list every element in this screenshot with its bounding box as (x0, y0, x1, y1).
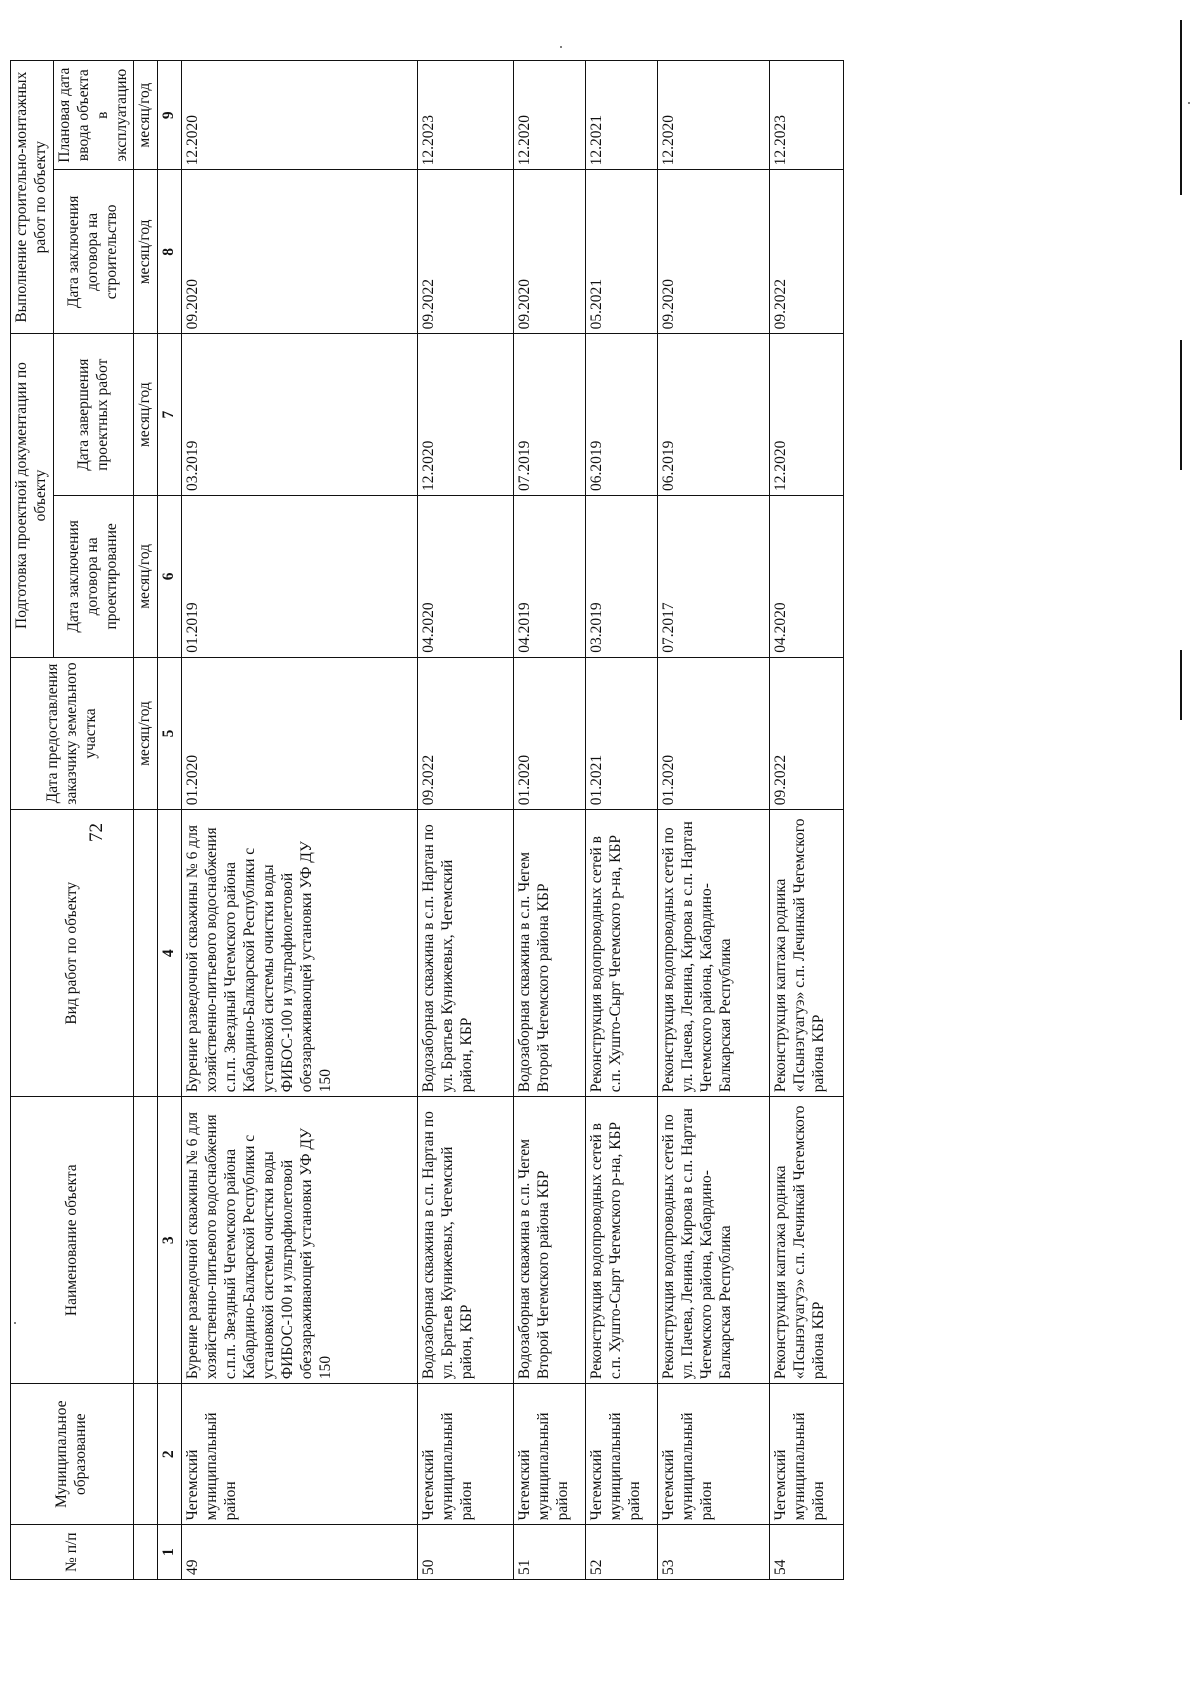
unit-cell: месяц/год (134, 334, 158, 496)
header-design-contract: Дата заключения договора на проектирование (53, 496, 134, 658)
object-name-cell: Реконструкция водопроводных сетей в с.п. Хушто-Сырт Чегемского р-на, КБР (586, 1097, 658, 1384)
scan-dot (560, 46, 562, 48)
build-contract-cell: 09.2020 (658, 170, 770, 334)
land-date-cell: 01.2021 (586, 657, 658, 810)
column-number: 9 (158, 61, 182, 170)
column-number: 8 (158, 170, 182, 334)
row-number: 50 (418, 1525, 514, 1580)
design-finish-cell: 06.2019 (658, 334, 770, 496)
schedule-table (10, 60, 844, 1580)
page-number: 72 (86, 823, 107, 842)
build-contract-cell: 09.2020 (182, 170, 418, 334)
build-contract-cell: 09.2022 (770, 170, 844, 334)
header-build-group: Выполнение строительно-монтажных работ по объекту (11, 61, 54, 334)
table-row (658, 61, 770, 1580)
work-type-cell: Реконструкция каптажа родника «Псынэгуагуэ» с.п. Лечинкай Чегемского района КБР (770, 810, 844, 1097)
build-contract-cell: 09.2020 (514, 170, 586, 334)
design-contract-cell: 01.2019 (182, 496, 418, 658)
municipality-cell: Чегемский муниципальный район (418, 1384, 514, 1525)
work-type-cell: Реконструкция водопроводных сетей в с.п. Хушто-Сырт Чегемского р-на, КБР (586, 810, 658, 1097)
row-number: 51 (514, 1525, 586, 1580)
land-date-cell: 01.2020 (658, 657, 770, 810)
header-municipality: Муниципальное образование (11, 1384, 134, 1525)
unit-cell: месяц/год (134, 61, 158, 170)
build-contract-cell: 05.2021 (586, 170, 658, 334)
scan-mark (1180, 650, 1182, 720)
header-build-contract: Дата заключения договора на строительство (53, 170, 134, 334)
header-num: № п/п (11, 1525, 134, 1580)
municipality-cell: Чегемский муниципальный район (182, 1384, 418, 1525)
work-type-cell: Реконструкция водопроводных сетей по ул. Пачева, Ленина, Кирова в с.п. Нартан Чегемского района, Кабардино-Балкарская Республика (658, 810, 770, 1097)
design-contract-cell: 04.2020 (418, 496, 514, 658)
municipality-cell: Чегемский муниципальный район (586, 1384, 658, 1525)
design-finish-cell: 12.2020 (418, 334, 514, 496)
column-number: 1 (158, 1525, 182, 1580)
header-work-type: Вид работ по объекту (11, 810, 134, 1097)
design-contract-cell: 04.2020 (770, 496, 844, 658)
work-type-cell: Водозаборная скважина в с.п. Чегем Второй Чегемского района КБР (514, 810, 586, 1097)
scan-mark (1180, 340, 1182, 470)
work-type-cell: Водозаборная скважина в с.п. Нартан по ул. Братьев Кунижевых, Чегемский район, КБР (418, 810, 514, 1097)
design-finish-cell: 03.2019 (182, 334, 418, 496)
column-numbers-row (158, 61, 182, 1580)
units-empty (134, 810, 158, 1097)
commission-date-cell: 12.2020 (658, 61, 770, 170)
object-name-cell: Водозаборная скважина в с.п. Чегем Второй Чегемского района КБР (514, 1097, 586, 1384)
table-container (10, 60, 844, 1580)
units-empty (134, 1097, 158, 1384)
scan-dot (14, 1322, 16, 1324)
land-date-cell: 01.2020 (514, 657, 586, 810)
table-row (182, 61, 418, 1580)
object-name-cell: Бурение разведочной скважины № 6 для хозяйственно-питьевого водоснабжения с.п.п. Звездный Чегемского района Кабардино-Балкарской Республики с установкой системы очистки воды ФИБОС-100 и ультрафиолетовой обеззараживающей установки УФ ДУ 150 (182, 1097, 418, 1384)
design-finish-cell: 12.2020 (770, 334, 844, 496)
object-name-cell: Водозаборная скважина в с.п. Нартан по ул. Братьев Кунижевых, Чегемский район, КБР (418, 1097, 514, 1384)
unit-cell: месяц/год (134, 170, 158, 334)
commission-date-cell: 12.2021 (586, 61, 658, 170)
column-number: 4 (158, 810, 182, 1097)
unit-cell: месяц/год (134, 657, 158, 810)
units-empty (134, 1384, 158, 1525)
commission-date-cell: 12.2023 (770, 61, 844, 170)
unit-cell: месяц/год (134, 496, 158, 658)
object-name-cell: Реконструкция каптажа родника «Псынэгуагуэ» с.п. Лечинкай Чегемского района КБР (770, 1097, 844, 1384)
design-finish-cell: 06.2019 (586, 334, 658, 496)
units-row (134, 61, 158, 1580)
build-contract-cell: 09.2022 (418, 170, 514, 334)
work-type-cell: Бурение разведочной скважины № 6 для хозяйственно-питьевого водоснабжения с.п.п. Звездный Чегемского района Кабардино-Балкарской Республики с установкой системы очистки воды ФИБОС-100 и ультрафиолетовой обеззараживающей установки УФ ДУ 150 (182, 810, 418, 1097)
header-commission-date: Плановая дата ввода объекта в эксплуатацию (53, 61, 134, 170)
header-design-finish: Дата завершения проектных работ (53, 334, 134, 496)
scan-dot (1188, 102, 1190, 104)
column-number: 6 (158, 496, 182, 658)
object-name-cell: Реконструкция водопроводных сетей по ул. Пачева, Ленина, Кирова в с.п. Нартан Чегемского района, Кабардино-Балкарская Республика (658, 1097, 770, 1384)
design-contract-cell: 03.2019 (586, 496, 658, 658)
table-row (514, 61, 586, 1580)
header-design-group: Подготовка проектной документации по объекту (11, 334, 54, 657)
row-number: 49 (182, 1525, 418, 1580)
column-number: 2 (158, 1384, 182, 1525)
rotated-page (0, 60, 1010, 1640)
column-number: 7 (158, 334, 182, 496)
design-contract-cell: 04.2019 (514, 496, 586, 658)
row-number: 54 (770, 1525, 844, 1580)
commission-date-cell: 12.2020 (514, 61, 586, 170)
column-number: 5 (158, 657, 182, 810)
header-row-1 (11, 61, 54, 1580)
table-row (418, 61, 514, 1580)
commission-date-cell: 12.2020 (182, 61, 418, 170)
land-date-cell: 09.2022 (418, 657, 514, 810)
table-row (770, 61, 844, 1580)
header-land-date: Дата предоставления заказчику земельного участка (11, 657, 134, 810)
commission-date-cell: 12.2023 (418, 61, 514, 170)
land-date-cell: 01.2020 (182, 657, 418, 810)
municipality-cell: Чегемский муниципальный район (658, 1384, 770, 1525)
header-object-name: Наименование объекта (11, 1097, 134, 1384)
municipality-cell: Чегемский муниципальный район (770, 1384, 844, 1525)
column-number: 3 (158, 1097, 182, 1384)
design-contract-cell: 07.2017 (658, 496, 770, 658)
land-date-cell: 09.2022 (770, 657, 844, 810)
scan-mark (1180, 20, 1182, 195)
table-row (586, 61, 658, 1580)
municipality-cell: Чегемский муниципальный район (514, 1384, 586, 1525)
row-number: 53 (658, 1525, 770, 1580)
design-finish-cell: 07.2019 (514, 334, 586, 496)
row-number: 52 (586, 1525, 658, 1580)
units-empty (134, 1525, 158, 1580)
